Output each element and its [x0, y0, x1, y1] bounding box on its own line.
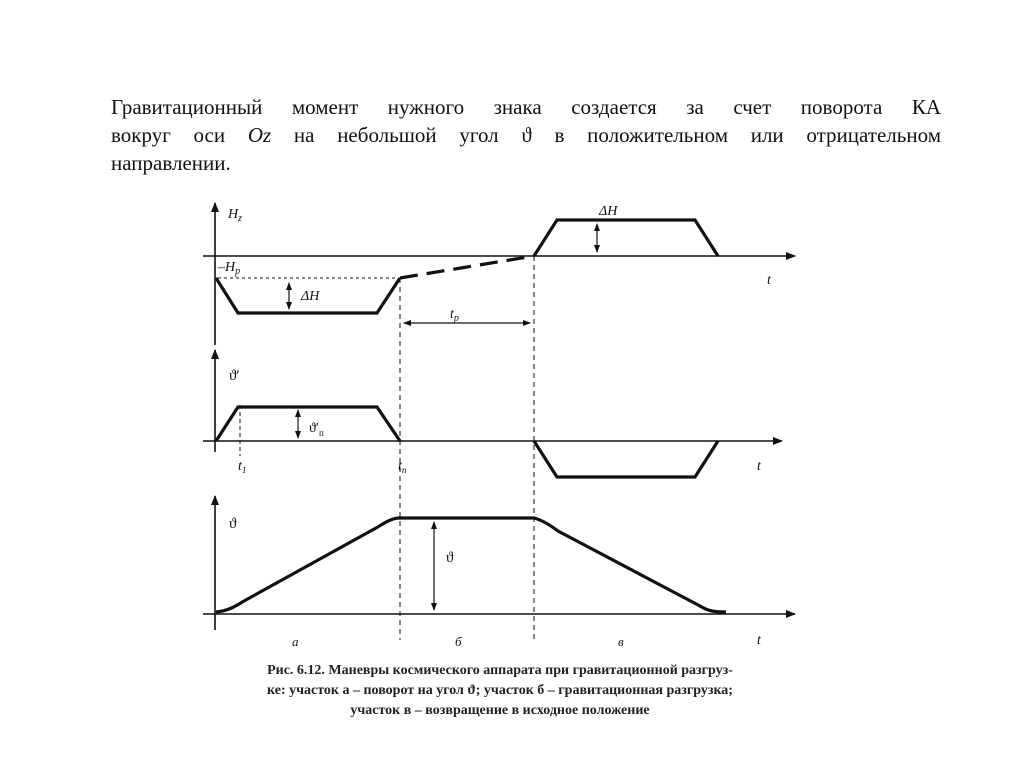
label-tn: $t_п$ — [398, 459, 407, 475]
theta-curve — [216, 518, 726, 612]
label-segment-v: в — [618, 634, 624, 649]
label-theta-dot-p: $ϑ'_п$ — [309, 421, 324, 438]
axis-oz: Oz — [247, 123, 272, 147]
intro-line-2-end: на небольшой угол ϑ в положительном или отрицательном — [271, 123, 941, 147]
label-t1: $t_1$ — [238, 459, 247, 475]
label-tp: $t_р$ — [450, 307, 459, 324]
hz-curve-segment-v — [534, 220, 718, 256]
label-delta-h-2: ΔH — [599, 204, 618, 219]
hz-curve-segment-b — [400, 256, 534, 278]
label-hp: $-H_р$ — [218, 260, 241, 277]
figure-caption — [190, 661, 810, 721]
label-t-1: t — [767, 273, 771, 288]
label-segment-b: б — [455, 634, 462, 649]
caption-line-1: Рис. 6.12. Маневры космического аппарата при гравитационной разгруз- — [267, 663, 733, 678]
label-t-3: t — [757, 633, 761, 648]
caption-line-3: участок в – возвращение в исходное положение — [350, 703, 650, 718]
intro-line-3: направлении. — [111, 151, 231, 175]
label-theta-value: ϑ — [446, 550, 454, 566]
theta-dot-curve-neg — [534, 441, 718, 477]
label-hz: $H_z$ — [228, 207, 243, 224]
label-t-2: t — [757, 459, 761, 474]
caption-line-2: ке: участок а – поворот на угол ϑ; участок б – гравитационная разгрузка; — [267, 683, 733, 698]
intro-line-1: Гравитационный момент нужного знака создается за счет поворота КА — [111, 95, 941, 119]
intro-line-2-start: вокруг оси — [111, 123, 248, 147]
theta-dot-curve-pos — [216, 407, 400, 441]
label-theta: ϑ — [229, 516, 237, 532]
label-segment-a: а — [292, 634, 299, 649]
label-delta-h-1: ΔH — [301, 289, 320, 304]
label-theta-dot: ϑ′ — [229, 368, 240, 384]
